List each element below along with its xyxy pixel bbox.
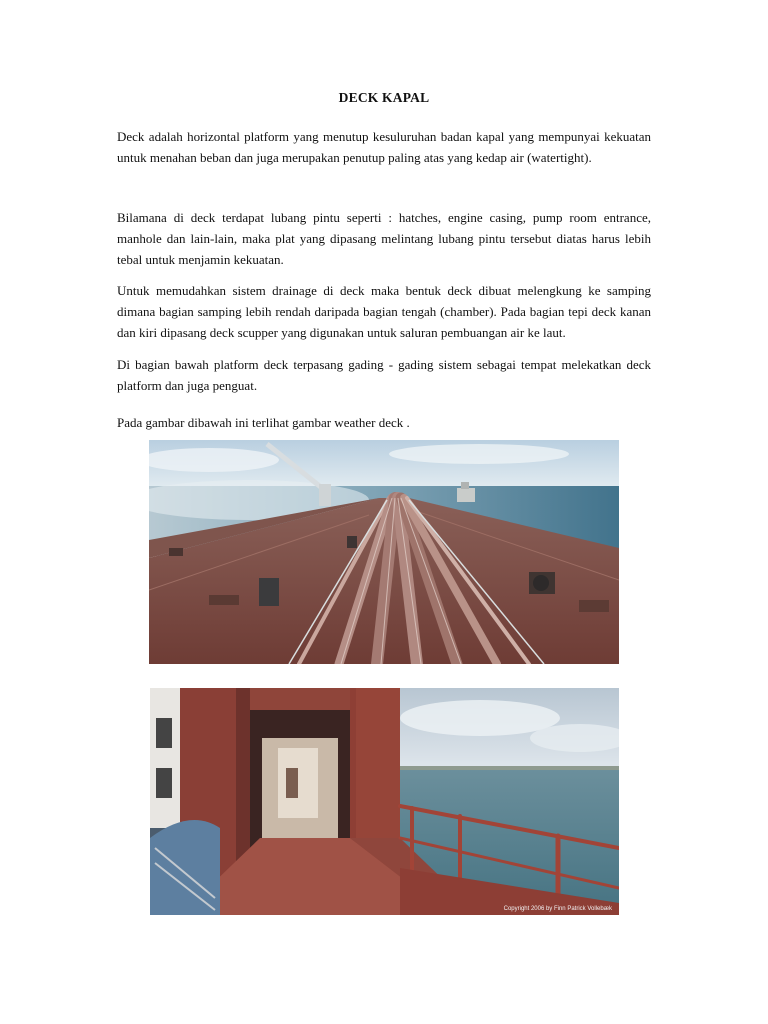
paragraph-2: Bilamana di deck terdapat lubang pintu seperti : hatches, engine casing, pump room entrance, manhole dan lain-lain, maka plat yang dipasang melintang lubang pintu tersebut diatas harus lebih tebal untuk menjamin kekuatan.	[117, 210, 651, 267]
document-title: DECK KAPAL	[338, 90, 430, 105]
paragraph-5: Pada gambar dibawah ini terlihat gambar weather deck .	[117, 415, 410, 430]
photo-copyright: Copyright 2006 by Finn Patrick Vollebæk	[503, 906, 612, 912]
weather-deck-photo	[149, 440, 619, 664]
paragraph-1: Deck adalah horizontal platform yang menutup kesuluruhan badan kapal yang mempunyai kekuatan untuk menahan beban dan juga merupakan penutup paling atas yang kedap air (watertight).	[117, 129, 651, 165]
side-deck-photo	[150, 688, 619, 915]
paragraph-4: Di bagian bawah platform deck terpasang gading - gading sistem sebagai tempat melekatkan deck platform dan juga penguat.	[117, 357, 651, 393]
paragraph-3: Untuk memudahkan sistem drainage di deck maka bentuk deck dibuat melengkung ke samping dimana bagian samping lebih rendah daripada bagian tengah (chamber). Pada bagian tepi deck kanan dan kiri dipasang deck scupper yang digunakan untuk saluran pembuangan air ke laut.	[117, 283, 651, 340]
